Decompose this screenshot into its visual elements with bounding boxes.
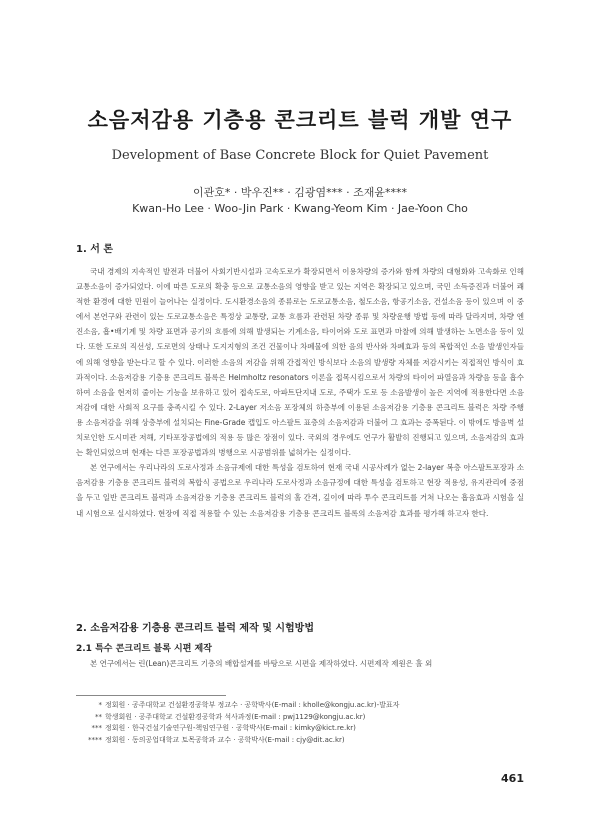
authors-korean: 이관호* · 박우진** · 김광염*** · 조재윤**** (193, 186, 407, 199)
section-heading-methods: 2. 소음저감용 기층용 콘크리트 블럭 제작 및 시험방법 (76, 623, 314, 634)
footnote: ** 학생회원 · 공주대학교 건설환경공학과 석사과정(E-mail : pwj1129@kongju.ac.kr) (95, 712, 366, 721)
footnote: **** 정회원 · 동의공업대학교 토목공학과 교수 · 공학박사(E-mail : cjy@dit.ac.kr) (88, 735, 345, 744)
paragraph: 본 연구에서는 린(Lean)콘크리트 기층의 배합설계를 바탕으로 시편을 제작하였다. 시편제작 제원은 홀 외 (90, 659, 433, 668)
authors-english: Kwan-Ho Lee · Woo-Jin Park · Kwang-Yeom Kim · Jae-Yoon Cho (132, 202, 468, 215)
paragraph: 국내 경제의 지속적인 발전과 더불어 사회기반시설과 고속도로가 확장되면서 이용차량의 증가와 함께 차량의 대형화와 고속화로 인해 교통소음이 증가되었다. 이에 따른 도로의 확충 등으로 교통소음의 영향을 받고 있는 지역은 확장되고 있으며, 국민 소득증진과 더불어 쾌적한 환경에 대한 민원이 늘어나는 실정이다. 도시환경소음의 종류로는 도로교통소음, 철도소음, 항공기소음, 건설소음 등이 있으며 이 중에서 본연구와 관련이 있는 도로교통소음은 특정상 교통량, 교통 흐름과 관련된 차량 종류 및 차량운행 방법 등에 따라 달라지며, 차량 엔진소음, 흡•배기계 및 차량 표면과 공기의 흐름에 의해 발생되는 기계소음, 타이어와 도로 표면과 마찰에 의해 발생하는 노면소음 등이 있다. 또한 도로의 직선성, 도로면의 상태나 도지지형의 조건 건물이나 차폐물에 의한 음의 반사와 차폐효과 등의 복합적인 소음 발생인자들에 의해 영향을 받는다고 할 수 있다. 이러한 소음의 저감을 위해 간접적인 방식보다 소음의 발생량 자체를 저감시키는 직접적인 방식이 효과적이다. 소음저감용 기층용 콘크리트 블록은 Helmholtz resonators 이론을 접목시킴으로서 차량의 타이어 파열음과 차량음 등을 흡수하여 소음을 현저히 줄이는 기능을 보유하고 있어 접속도로, 아파트단지내 도로, 주택가 도로 등 소음발생이 높은 지역에 적용한다면 소음저감에 대한 사회적 요구를 충족시킬 수 있다. 2-Layer 저소음 포장체의 하층부에 이용된 소음저감용 기층용 콘크리트 블럭은 차량 주행용 소음저감을 위해 상층부에 설치되는 Fine-Grade 캡입도 아스팔트 표층의 소음저감과 더불어 그 효과는 증폭된다. 이 밖에도 방음벽 설치로인한 도시미관 저해, 기타포장공법에의 적용 등 많은 장점이 있다. 국외의 경우에도 연구가 활발히 진행되고 있으며, 소음저감의 효과는 확인되었으며 현재는 다른 포장공법과의 병행으로 시공범위를 넓혀가는 실정이다. (76, 267, 524, 458)
footnote: * 정회원 · 공주대학교 건설환경공학부 정교수 · 공학박사(E-mail : kholle@kongju.ac.kr)-발표자 (98, 701, 400, 709)
introduction-body (76, 264, 524, 521)
paper-subtitle-english: Development of Base Concrete Block for Quiet Pavement (111, 148, 489, 163)
section-heading-introduction: 1. 서 론 (76, 244, 114, 255)
paragraph: 본 연구에서는 우리나라의 도로사정과 소음규제에 대한 특성을 검토하여 현재 국내 시공사례가 없는 2-layer 복층 아스팔트포장과 소음저감용 기층용 콘크리트 블럭의 복합식 공법으로 우리나라 도로사정과 소음규정에 대한 특성을 검토하고 현장 적용성, 유지관리에 중점을 두고 일반 콘크리트 블럭과 소음저감용 기층용 콘크리트 블럭의 홀 간격, 깊이에 따라 투수 콘크리트를 거쳐 나오는 흡음효과 시험을 실내 시험으로 실시하였다. 현장에 직접 적용할 수 있는 소음저감용 기층용 콘크리트 블록의 소음저감 효과를 평가해 하고자 한다. (76, 463, 524, 518)
page-number: 461 (501, 772, 524, 785)
specimen-body (76, 656, 524, 671)
footnote: *** 정회원 · 한국건설기술연구원-책임연구원 · 공학박사(E-mail : kimky@kict.re.kr) (91, 724, 356, 732)
footnote-divider (76, 695, 226, 696)
footnotes (84, 700, 524, 746)
paper-title: 소음저감용 기층용 콘크리트 블럭 개발 연구 (87, 108, 513, 132)
subsection-heading-specimen: 2.1 특수 콘크리트 블록 시편 제작 (76, 644, 212, 654)
